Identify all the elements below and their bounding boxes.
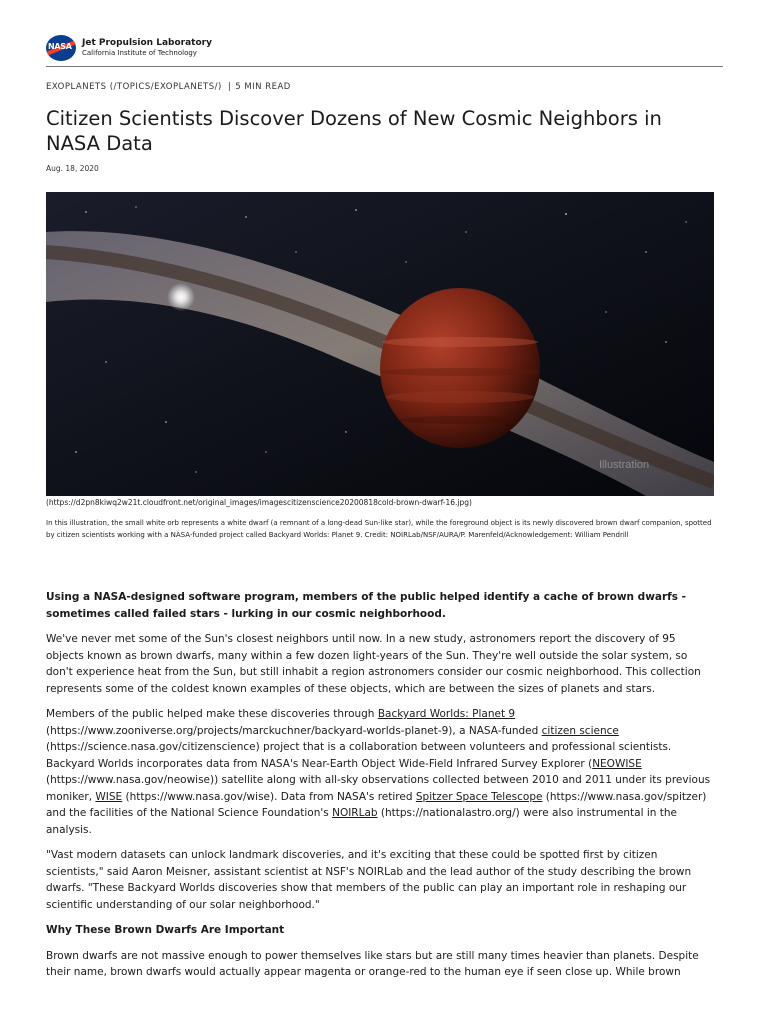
text: , a NASA-funded <box>452 724 542 737</box>
image-caption: In this illustration, the small white orb represents a white dwarf (a remnant of a long-dead Sun-like star), while the foreground object is its newly discovered brown dwarf companion, spotted by citizen scientists working with a NASA-funded project called Backyard Worlds: Planet 9. Credit: NOIRLab/NSF/AURA/P. Marenfeld/Acknowledgement: William Pendrill <box>46 519 712 539</box>
org-subtitle: California Institute of Technology <box>82 49 197 57</box>
spitzer-link[interactable]: Spitzer Space Telescope <box>415 790 543 803</box>
paragraph-3: "Vast modern datasets can unlock landmark discoveries, and it's exciting that these could be spotted first by citizen scientists," said Aaron Meisner, assistant scientist at NSF's NOIRLab and the lead author of the study describing the brown dwarfs. "These Backyard Worlds discoveries show that members of the public can play an important role in reshaping our scientific understanding of our solar neighborhood." <box>46 849 692 911</box>
white-dwarf <box>167 283 195 311</box>
noirlab-url[interactable]: (https://nationalastro.org/) <box>380 807 520 819</box>
wise-url[interactable]: (https://www.nasa.gov/wise) <box>125 790 275 803</box>
citizen-science-url[interactable]: (https://science.nasa.gov/citizenscience) <box>46 741 260 753</box>
page-title: Citizen Scientists Discover Dozens of New Cosmic Neighbors in NASA Data <box>46 107 662 155</box>
text: ) satellite along with all-sky observations collected between 2010 and 2011 under its previous moniker, <box>46 774 711 803</box>
org-name-block[interactable] <box>82 38 212 58</box>
backyard-worlds-link[interactable]: Backyard Worlds: Planet 9 <box>377 708 516 720</box>
article-date: Aug. 18, 2020 <box>46 164 99 173</box>
text: . Data from NASA's retired <box>274 790 416 803</box>
header-divider <box>46 66 723 67</box>
logo-text: NASA <box>48 42 72 51</box>
noirlab-link[interactable]: NOIRLab <box>332 807 378 819</box>
section-heading: Why These Brown Dwarfs Are Important <box>46 924 285 936</box>
article-lead: Using a NASA-designed software program, members of the public helped identify a cache of brown dwarfs - sometimes called failed stars - lurking in our cosmic neighborhood. <box>46 591 686 620</box>
read-time: 5 MIN READ <box>235 82 291 92</box>
topic-link[interactable]: EXOPLANETS (/TOPICS/EXOPLANETS/) <box>46 82 222 92</box>
site-header <box>46 34 212 62</box>
text: Members of the public helped make these discoveries through <box>46 708 378 720</box>
illustration-watermark: Illustration <box>599 459 650 471</box>
text: project that is a collaboration between volunteers and professional scientists. Backyard Worlds incorporates data from NASA's Near-Earth Object Wide-Field Infrared Survey Explorer ( <box>46 741 672 770</box>
image-source-link[interactable]: (https://d2pn8kiwq2w21t.cloudfront.net/original_images/imagescitizenscience20200818cold-brown-dwarf-16.jpg) <box>46 498 472 507</box>
hero-image[interactable] <box>46 192 714 496</box>
neowise-url[interactable]: (https://www.nasa.gov/neowise) <box>46 774 215 786</box>
text: and the facilities of the National Science Foundation's <box>46 807 333 819</box>
spitzer-url[interactable]: (https://www.nasa.gov/spitzer) <box>545 790 707 803</box>
citizen-science-link[interactable]: citizen science <box>541 724 619 737</box>
hero-illustration <box>46 192 714 496</box>
backyard-worlds-url[interactable]: (https://www.zooniverse.org/projects/marckuchner/backyard-worlds-planet-9) <box>46 724 453 737</box>
neowise-link[interactable]: NEOWISE <box>592 757 642 770</box>
breadcrumb <box>46 82 291 92</box>
wise-link[interactable]: WISE <box>95 790 123 803</box>
paragraph-1: We've never met some of the Sun's closest neighbors until now. In a new study, astronomers report the discovery of 95 objects known as brown dwarfs, many within a few dozen light-years of the Sun. They're well outside the solar system, so don't experience heat from the Sun, but still inhabit a region astronomers consider our cosmic neighborhood. This collection represents some of the coldest known examples of these objects, which are between the sizes of planets and stars. <box>46 633 701 695</box>
paragraph-2 <box>46 706 714 838</box>
article-body <box>46 589 714 990</box>
paragraph-4: Brown dwarfs are not massive enough to power themselves like stars but are still many times heavier than planets. Despite their name, brown dwarfs would actually appear magenta or orange-red to the human eye if seen close up. While brown <box>46 949 699 978</box>
org-name: Jet Propulsion Laboratory <box>82 38 212 48</box>
nasa-logo[interactable] <box>46 35 76 61</box>
text: were also instrumental in the analysis. <box>46 807 678 836</box>
breadcrumb-separator: | <box>227 82 232 92</box>
